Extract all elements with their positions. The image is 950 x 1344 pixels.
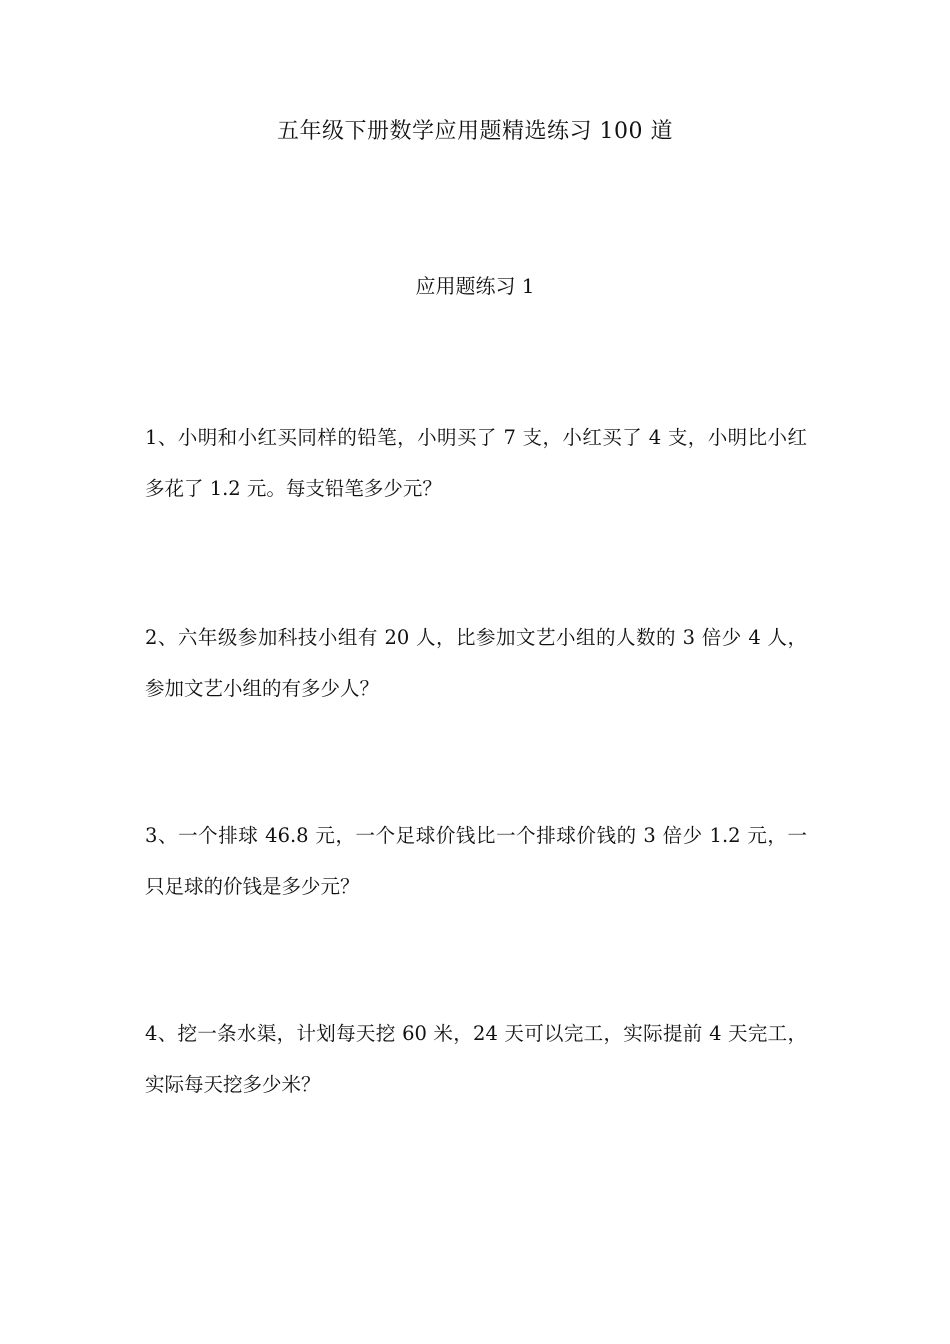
problem-2: 2、六年级参加科技小组有 20 人，比参加文艺小组的人数的 3 倍少 4 人，参加文艺小组的有多少人？ [145, 626, 807, 700]
problem-4: 4、挖一条水渠，计划每天挖 60 米，24 天可以完工，实际提前 4 天完工，实际每天挖多少米？ [145, 1022, 807, 1096]
section-title: 应用题练习 1 [415, 274, 535, 298]
problem-3: 3、一个排球 46.8 元，一个足球价钱比一个排球价钱的 3 倍少 1.2 元，一只足球的价钱是多少元？ [145, 824, 807, 898]
document-title: 五年级下册数学应用题精选练习 100 道 [277, 119, 673, 144]
problem-1: 1、小明和小红买同样的铅笔，小明买了 7 支，小红买了 4 支，小明比小红多花了 1.2 元。每支铅笔多少元？ [145, 426, 807, 500]
